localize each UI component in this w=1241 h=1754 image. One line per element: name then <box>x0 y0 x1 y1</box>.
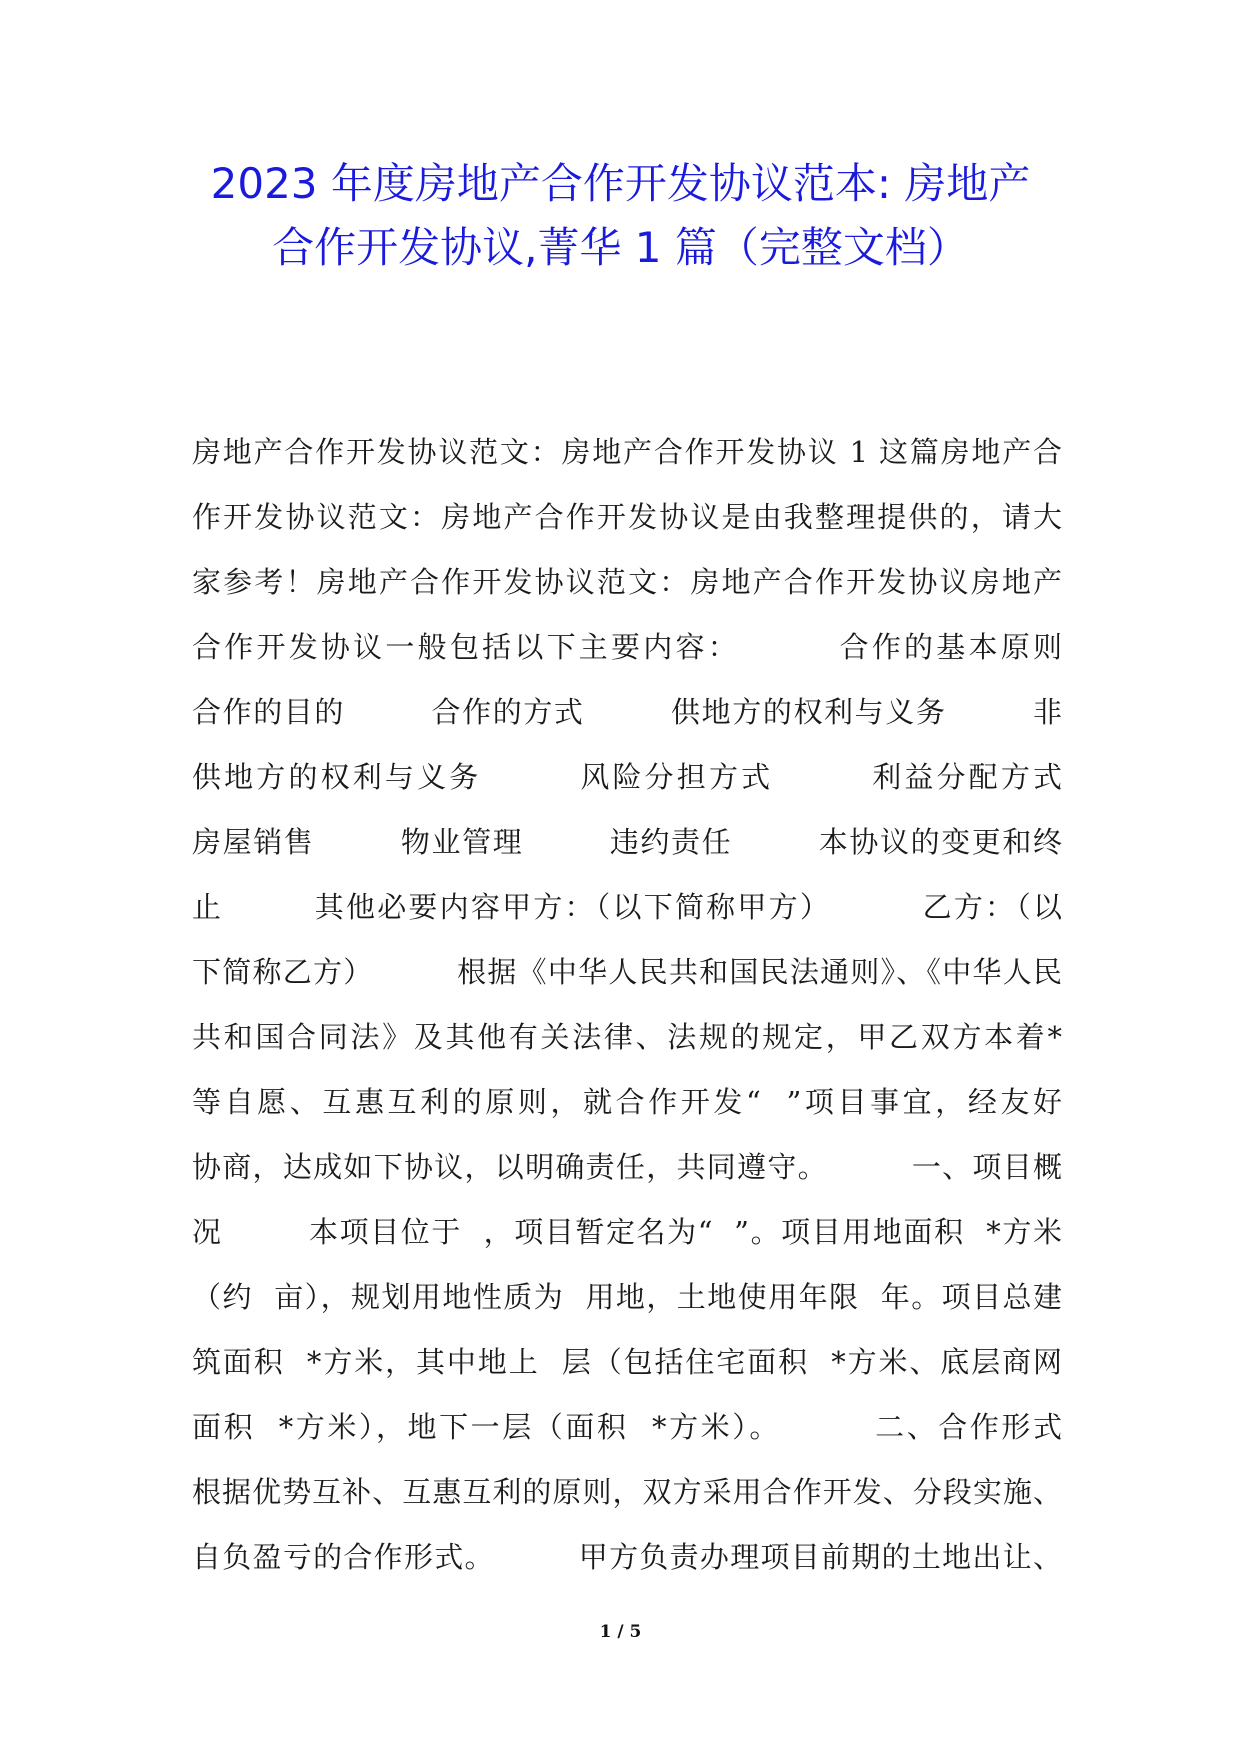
body-line: 房地产合作开发协议范文：房地产合作开发协议 1 这篇房地产合 <box>192 435 1062 469</box>
body-line: 供地方的权利与义务 风险分担方式 利益分配方式 <box>192 760 1062 794</box>
body-line: 等自愿、互惠互利的原则，就合作开发“ ”项目事宜，经友好 <box>192 1085 1062 1119</box>
body-line: 自负盈亏的合作形式。 甲方负责办理项目前期的土地出让、 <box>192 1540 1062 1574</box>
body-line: 况 本项目位于 ，项目暂定名为“ ”。项目用地面积 *方米 <box>192 1215 1062 1249</box>
document-title <box>150 152 1091 280</box>
body-line: 止 其他必要内容甲方：（以下简称甲方） 乙方：（以 <box>192 890 1062 924</box>
body-line: 作开发协议范文：房地产合作开发协议是由我整理提供的，请大 <box>192 500 1062 534</box>
title-line-1: 2023 年度房地产合作开发协议范本: 房地产 <box>210 159 1031 208</box>
body-line: 下简称乙方） 根据《中华人民共和国民法通则》、《中华人民 <box>192 955 1062 989</box>
body-line: 合作的目的 合作的方式 供地方的权利与义务 非 <box>192 695 1062 729</box>
body-line: 房屋销售 物业管理 违约责任 本协议的变更和终 <box>192 825 1062 859</box>
body-line: 筑面积 *方米，其中地上 层（包括住宅面积 *方米、底层商网 <box>192 1345 1062 1379</box>
body-line: 协商，达成如下协议，以明确责任，共同遵守。 一、项目概 <box>192 1150 1062 1184</box>
body-line: 面积 *方米），地下一层（面积 *方米）。 二、合作形式 <box>192 1410 1062 1444</box>
body-line: 合作开发协议一般包括以下主要内容： 合作的基本原则 <box>192 630 1062 664</box>
document-body <box>192 420 1062 1590</box>
body-line: 共和国合同法》及其他有关法律、法规的规定，甲乙双方本着* <box>192 1020 1062 1054</box>
title-line-2: 合作开发协议,菁华 1 篇（完整文档） <box>272 223 969 272</box>
body-line: （约 亩），规划用地性质为 用地，土地使用年限 年。项目总建 <box>192 1280 1062 1314</box>
body-line: 家参考！房地产合作开发协议范文：房地产合作开发协议房地产 <box>192 565 1062 599</box>
page-indicator: 1 / 5 <box>599 1622 642 1642</box>
body-line: 根据优势互补、互惠互利的原则，双方采用合作开发、分段实施、 <box>192 1475 1062 1509</box>
